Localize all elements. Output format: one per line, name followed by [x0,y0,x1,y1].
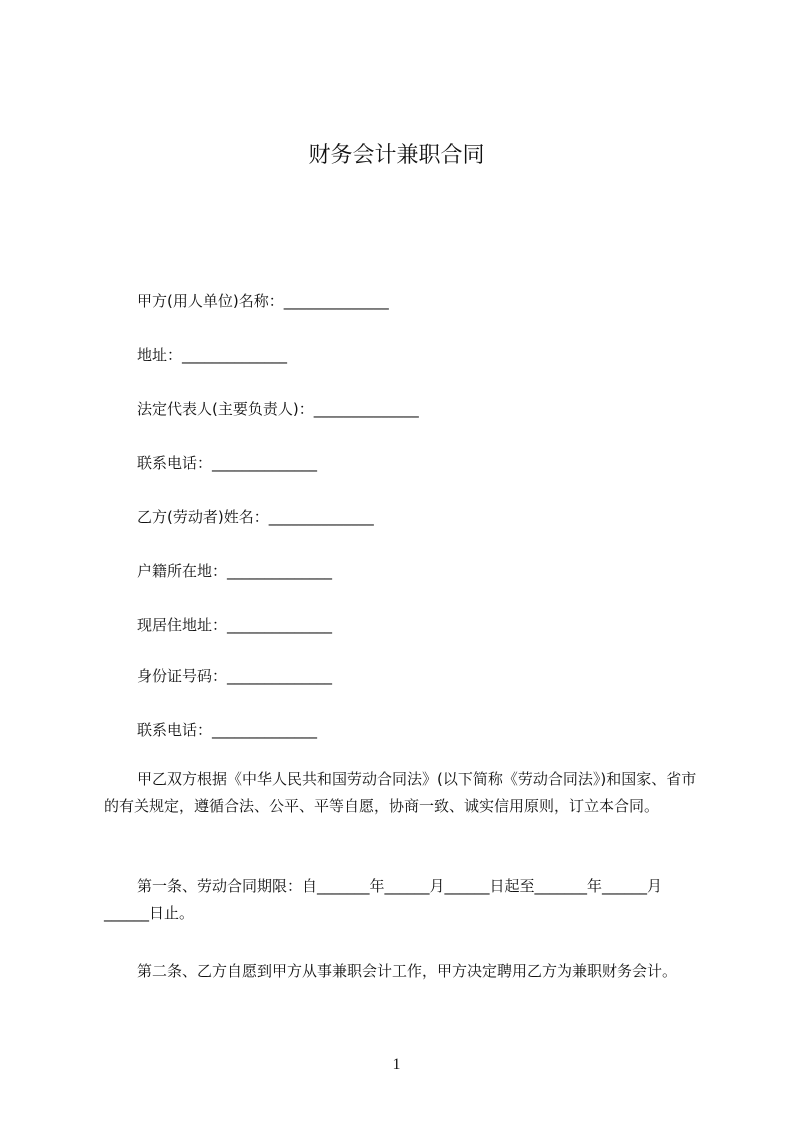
article-2-paragraph: 第二条、乙方自愿到甲方从事兼职会计工作，甲方决定聘用乙方为兼职财务会计。 [137,962,678,980]
field-blank: ______________ [212,721,318,739]
field-blank: ______________ [212,454,318,472]
field-address [137,345,287,365]
field-household-registration [137,561,332,581]
field-label: 乙方(劳动者)姓名： [137,508,269,526]
field-employee-phone [137,720,317,740]
page-number: 1 [392,1056,401,1073]
field-label: 甲方(用人单位)名称： [137,292,284,310]
field-employer-phone [137,453,317,473]
field-employee-name [137,507,374,527]
field-label: 联系电话： [137,454,213,472]
field-legal-representative [137,399,419,419]
field-blank: ______________ [227,616,333,634]
field-blank: ______________ [283,292,389,310]
field-blank: ______________ [227,667,333,685]
field-id-number [137,666,332,686]
intro-paragraph: 甲乙双方根据《中华人民共和国劳动合同法》(以下简称《劳动合同法》)和国家、省市的有关规定，遵循合法、公平、平等自愿，协商一致、诚实信用原则，订立本合同。 [104,770,697,815]
field-current-address [137,615,332,635]
field-blank: ______________ [313,400,419,418]
field-label: 现居住地址： [137,616,228,634]
field-employer-name [137,291,389,311]
document-title: 财务会计兼职合同 [308,143,485,168]
field-label: 户籍所在地： [137,562,228,580]
field-blank: ______________ [227,562,333,580]
field-label: 联系电话： [137,721,213,739]
field-label: 身份证号码： [137,667,228,685]
article-1-paragraph: 第一条、劳动合同期限：自_______年______月______日起至_______年______月______日止。 [104,877,663,922]
field-blank: ______________ [268,508,374,526]
field-label: 法定代表人(主要负责人)： [137,400,314,418]
field-label: 地址： [137,346,183,364]
field-blank: ______________ [182,346,288,364]
